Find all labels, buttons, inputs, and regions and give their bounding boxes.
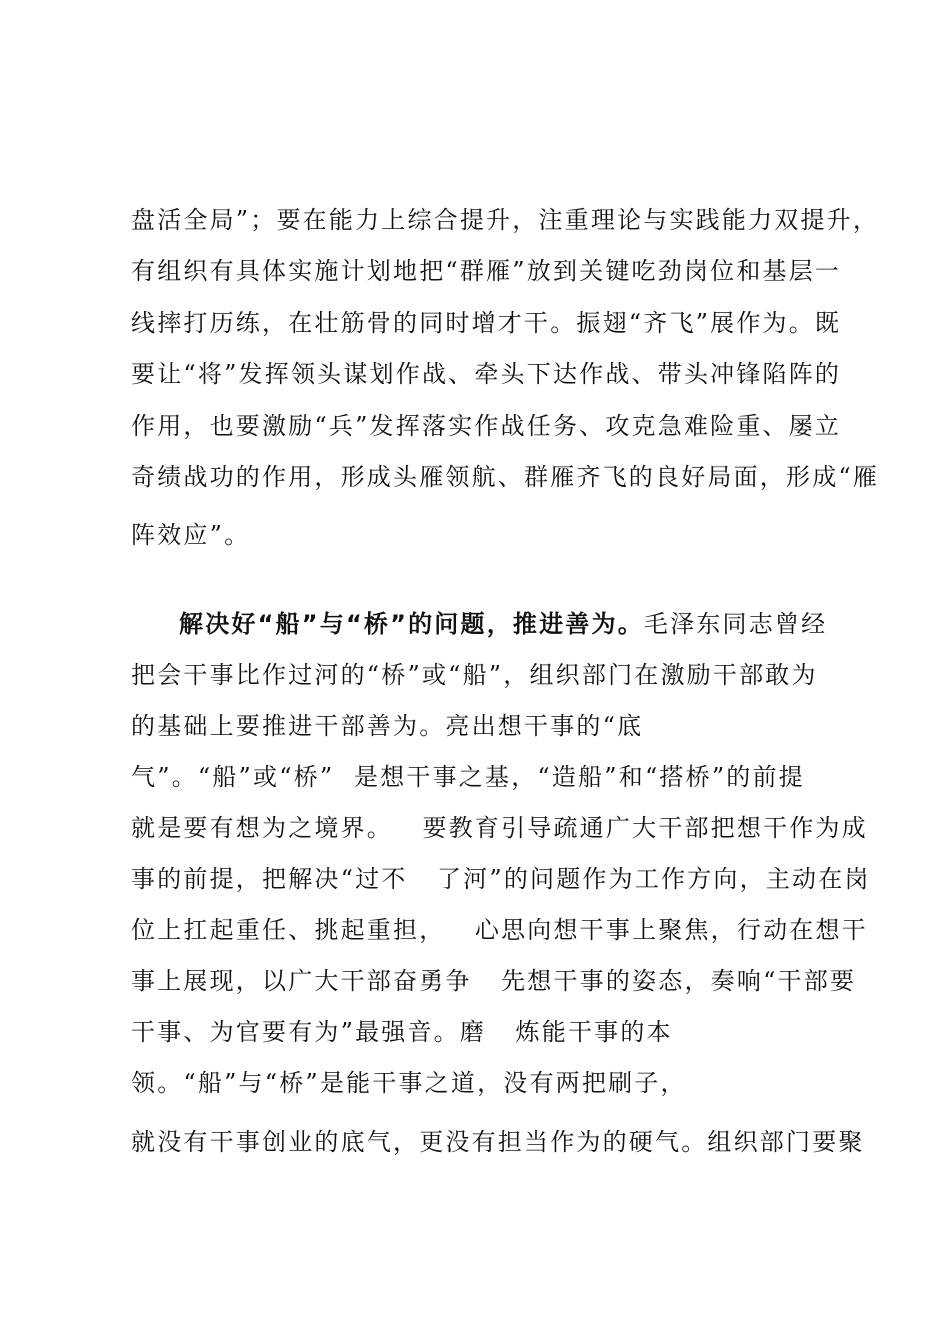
text-line: 的基础上要推进干部善为。亮出想干事的“底 — [131, 712, 644, 740]
text-line: 领。“船”与“桥”是能干事之道，没有两把刷子， — [131, 1069, 687, 1097]
text-line: 气”。“船”或“桥” 是想干事之基，“造船”和“搭桥”的前提 — [131, 763, 805, 791]
text-line: 有组织有具体实施计划地把“群雁”放到关键吃劲岗位和基层一 — [131, 257, 842, 285]
text-line: 就是要有想为之境界。 要教育引导疏通广大干部把想干作为成 — [131, 814, 868, 842]
text-line: 奇绩战功的作用，形成头雁领航、群雁齐飞的良好局面，形成“雁 — [131, 463, 880, 491]
text-line: 干事、为官要有为”最强音。磨 炼能干事的本 — [131, 1018, 673, 1046]
text-line: 要让“将”发挥领头谋划作战、牵头下达作战、带头冲锋陷阵的 — [131, 360, 842, 388]
text-line: 事上展现，以广大干部奋勇争 先想干事的姿态，奏响“干部要 — [131, 967, 857, 995]
text-line: 线摔打历练，在壮筋骨的同时增才干。振翅“齐飞”展作为。既 — [131, 309, 842, 337]
paragraph-first-line — [179, 609, 827, 639]
text-line: 把会干事比作过河的“桥”或“船”，组织部门在激励干部敢为 — [131, 661, 818, 689]
text-line: 位上扛起重任、挑起重担， 心思向想干事上聚焦，行动在想干 — [131, 916, 868, 944]
text-line: 作用，也要激励“兵”发挥落实作战任务、攻克急难险重、屡立 — [131, 412, 842, 440]
text-line: 阵效应”。 — [131, 521, 251, 549]
text-line: 盘活全局”；要在能力上综合提升，注重理论与实践能力双提升， — [131, 206, 880, 234]
section-heading: 解决好“船”与“桥”的问题，推进善为。 — [179, 610, 644, 638]
text-line: 就没有干事创业的底气，更没有担当作为的硬气。组织部门要聚 — [131, 1128, 865, 1156]
text-line: 事的前提，把解决“过不 了河”的问题作为工作方向，主动在岗 — [131, 865, 871, 893]
text-run: 毛泽东同志曾经 — [643, 610, 828, 638]
